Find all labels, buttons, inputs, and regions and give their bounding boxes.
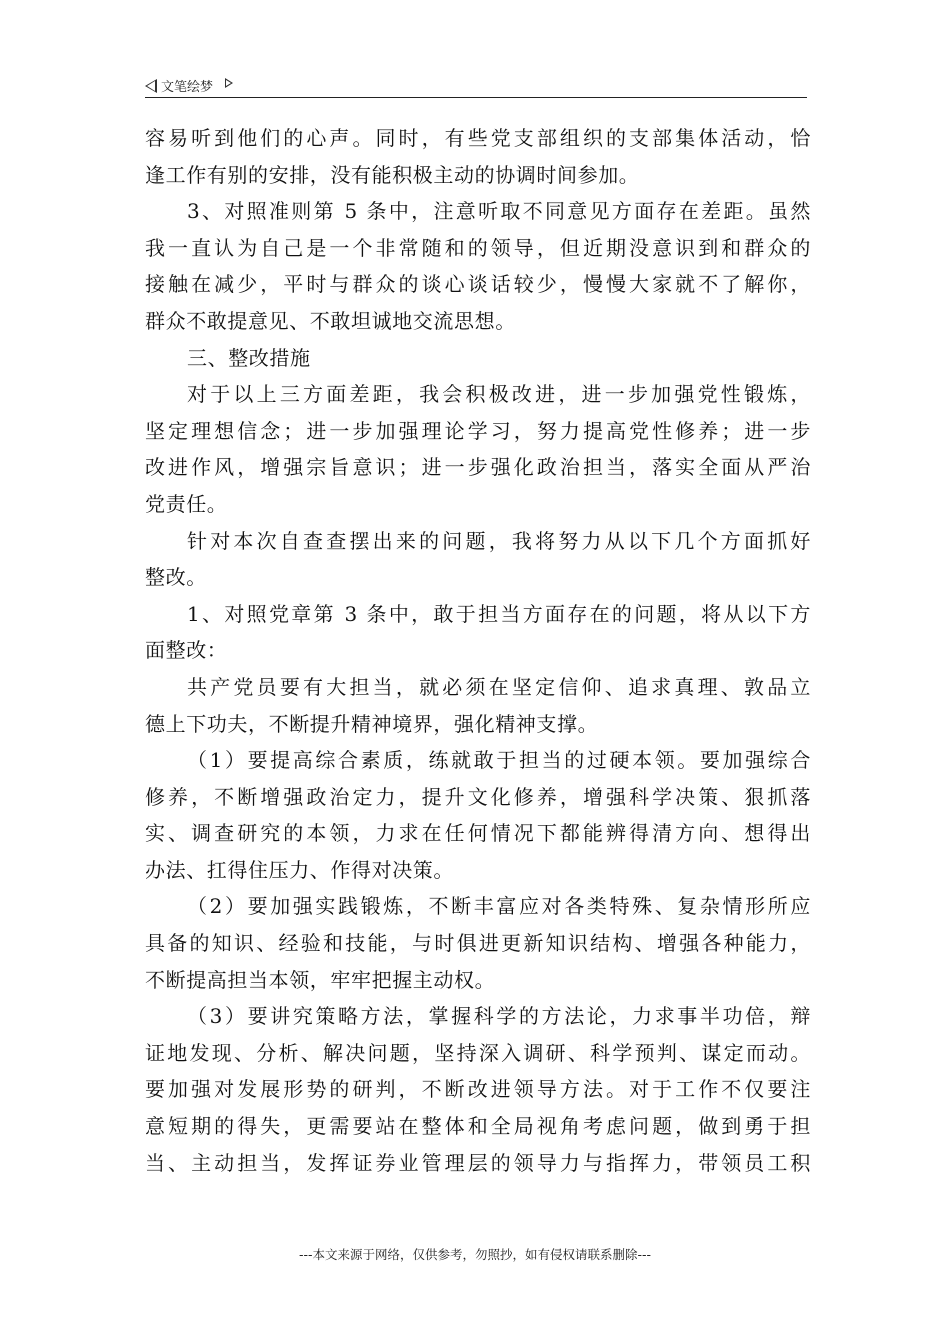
text-line: 改进作风，增强宗旨意识；进一步强化政治担当，落实全面从严治: [145, 455, 811, 480]
text-line: 1、对照党章第 3 条中，敢于担当方面存在的问题，将从以下方: [187, 601, 811, 626]
section-heading: 三、整改措施: [187, 345, 311, 370]
text-line: 要加强对发展形势的研判，不断改进领导方法。对于工作不仅要注: [145, 1077, 811, 1102]
text-line: 面整改：: [145, 638, 228, 663]
text-line: 意短期的得失，更需要站在整体和全局视角考虑问题，做到勇于担: [145, 1114, 811, 1139]
text-line: 具备的知识、经验和技能，与时俱进更新知识结构、增强各种能力，: [145, 931, 811, 956]
text-line: 党责任。: [145, 491, 228, 516]
document-body: [145, 120, 811, 1181]
text-line: 针对本次自查查摆出来的问题，我将努力从以下几个方面抓好: [187, 528, 811, 553]
page-footer: ---本文来源于网络，仅供参考，勿照抄，如有侵权请联系删除---: [298, 1247, 652, 1262]
triangle-right-icon: [225, 78, 233, 88]
text-line: （3）要讲究策略方法，掌握科学的方法论，力求事半功倍，辩: [187, 1004, 811, 1029]
text-line: 德上下功夫，不断提升精神境界，强化精神支撑。: [145, 711, 599, 736]
text-line: 坚定理想信念；进一步加强理论学习，努力提高党性修养；进一步: [145, 418, 811, 443]
triangle-left-icon: [145, 79, 157, 93]
text-line: 不断提高担当本领，牢牢把握主动权。: [145, 967, 496, 992]
text-line: 共产党员要有大担当，就必须在坚定信仰、追求真理、敦品立: [187, 674, 811, 699]
text-line: （2）要加强实践锻炼，不断丰富应对各类特殊、复杂情形所应: [187, 894, 811, 919]
text-line: 证地发现、分析、解决问题，坚持深入调研、科学预判、谋定而动。: [145, 1040, 811, 1065]
text-line: 实、调查研究的本领，力求在任何情况下都能辨得清方向、想得出: [145, 821, 811, 846]
header-brand-text: 文笔绘梦: [161, 80, 214, 95]
text-line: 我一直认为自己是一个非常随和的领导，但近期没意识到和群众的: [145, 235, 811, 260]
header-brand: [145, 76, 233, 95]
text-line: 群众不敢提意见、不敢坦诚地交流思想。: [145, 308, 516, 333]
text-line: 办法、扛得住压力、作得对决策。: [145, 857, 454, 882]
text-line: 当、主动担当，发挥证券业管理层的领导力与指挥力，带领员工积: [145, 1150, 811, 1175]
text-line: 整改。: [145, 565, 207, 590]
text-line: （1）要提高综合素质，练就敢于担当的过硬本领。要加强综合: [187, 748, 811, 773]
text-line: 对于以上三方面差距，我会积极改进，进一步加强党性锻炼，: [187, 382, 811, 407]
page-header: [145, 74, 807, 98]
text-line: 修养，不断增强政治定力，提升文化修养，增强科学决策、狠抓落: [145, 784, 811, 809]
text-line: 3、对照准则第 5 条中，注意听取不同意见方面存在差距。虽然: [187, 199, 811, 224]
text-line: 接触在减少，平时与群众的谈心谈话较少，慢慢大家就不了解你，: [145, 272, 811, 297]
text-line: 逢工作有别的安排，没有能积极主动的协调时间参加。: [145, 162, 640, 187]
text-line: 容易听到他们的心声。同时，有些党支部组织的支部集体活动，恰: [145, 126, 811, 150]
